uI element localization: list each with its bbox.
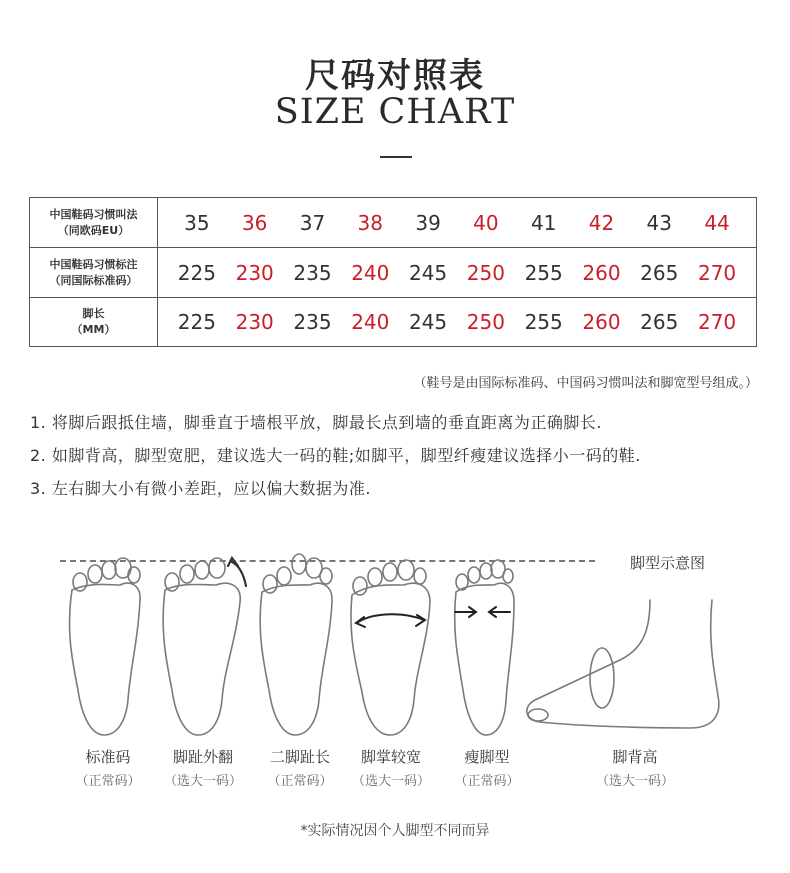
size-cell: 245 [408, 260, 448, 285]
size-cell: 250 [466, 310, 505, 334]
row-header [30, 248, 158, 298]
bunion-foot-icon [163, 558, 246, 735]
foot-type-label: 脚掌较宽 [360, 748, 421, 766]
foot-type-advice: （正常码） [454, 774, 520, 789]
foot-type-label: 脚背高 [612, 748, 658, 766]
foot-type-advice: （正常码） [75, 774, 141, 789]
size-cell: 38 [357, 210, 383, 235]
size-cell: 225 [177, 260, 216, 285]
rule-item: 3. 左右脚大小有微小差距，应以偏大数据为准. [30, 479, 371, 498]
row-values [158, 298, 757, 347]
size-cell: 265 [640, 310, 679, 334]
size-cell: 255 [524, 260, 563, 285]
size-cell: 250 [466, 260, 505, 285]
measure-rules [30, 412, 641, 511]
row-header-line1: 中国鞋码习惯标注 [49, 257, 138, 271]
rule-item: 2. 如脚背高，脚型宽肥，建议选大一码的鞋;如脚平，脚型纤瘦建议选择小一码的鞋. [30, 446, 641, 465]
table-row [30, 248, 757, 298]
size-cell: 270 [697, 260, 737, 285]
table-row [30, 198, 757, 248]
row-header [30, 198, 158, 248]
size-cell: 39 [415, 210, 441, 235]
size-cell: 270 [697, 310, 737, 334]
foot-type-label: 标准码 [85, 748, 131, 766]
rule-item: 1. 将脚后跟抵住墙，脚垂直于墙根平放，脚最长点到墙的垂直距离为正确脚长. [30, 413, 602, 432]
foot-type-advice: （选大一码） [163, 774, 242, 789]
long-second-toe-foot-icon [260, 554, 332, 735]
foot-type-label: 瘦脚型 [464, 748, 510, 766]
page-title-cn: 尺码对照表 [305, 56, 485, 96]
row-values [158, 248, 757, 298]
high-instep-foot-icon [527, 600, 719, 728]
foot-type-advice: （选大一码） [351, 774, 430, 789]
size-cell: 245 [408, 310, 448, 334]
footer-note: *实际情况因个人脚型不同而异 [300, 823, 490, 839]
size-cell: 235 [293, 260, 332, 285]
standard-foot-icon [70, 558, 141, 735]
row-header-line1: 脚长 [82, 307, 105, 320]
diagram-label: 脚型示意图 [630, 554, 706, 572]
foot-type-label: 二脚趾长 [269, 748, 330, 766]
size-cell: 35 [184, 210, 210, 235]
row-header-line1: 中国鞋码习惯叫法 [49, 207, 138, 221]
size-cell: 240 [351, 310, 390, 334]
size-cell: 235 [293, 310, 332, 334]
foot-type-advice: （选大一码） [595, 774, 674, 789]
size-cell: 240 [351, 260, 390, 285]
page-title-en: SIZE CHART [274, 92, 516, 132]
size-cell: 265 [640, 260, 679, 285]
foot-type-advice: （正常码） [267, 774, 333, 789]
size-cell: 41 [530, 210, 557, 235]
size-cell: 230 [235, 260, 274, 285]
size-cell: 260 [582, 310, 621, 334]
size-cell: 260 [582, 260, 621, 285]
size-cell: 37 [299, 210, 326, 235]
title-divider [380, 156, 412, 158]
size-cell: 255 [524, 310, 563, 334]
row-header-line2: （同欧码EU） [57, 223, 130, 237]
row-values [158, 198, 757, 248]
row-header-line2: （MM） [71, 323, 116, 336]
wide-foot-icon [351, 560, 430, 735]
size-note: （鞋号是由国际标准码、中国码习惯叫法和脚宽型号组成。） [413, 376, 758, 391]
foot-type-label: 脚趾外翻 [172, 748, 233, 766]
slim-foot-icon [455, 560, 514, 735]
size-chart-table [29, 197, 757, 347]
size-cell: 36 [241, 210, 268, 235]
size-cell: 225 [177, 310, 216, 334]
row-header-line2: （同国际标准码） [49, 273, 138, 287]
size-cell: 42 [588, 210, 615, 235]
size-cell: 43 [646, 210, 672, 235]
row-header [30, 298, 158, 347]
size-cell: 44 [704, 210, 730, 235]
table-row [30, 298, 757, 347]
size-cell: 40 [473, 210, 499, 235]
size-cell: 230 [235, 310, 274, 334]
